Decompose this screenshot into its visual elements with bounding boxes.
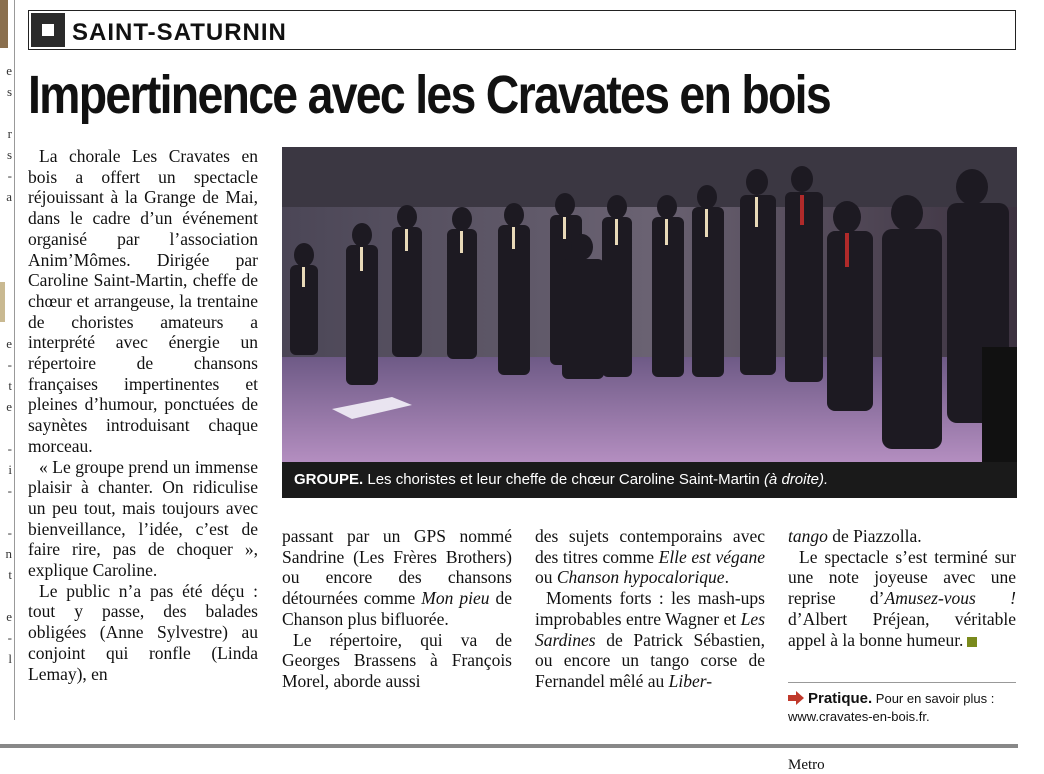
caption-italic: (à droite). bbox=[763, 471, 829, 488]
article-column-1 bbox=[28, 146, 258, 684]
text-run: de Piazzolla. bbox=[827, 526, 922, 546]
caption-lead: GROUPE. bbox=[294, 471, 364, 488]
text-run: de Patrick Sébastien, ou encore un tango corse de Fernandel mêlé au bbox=[535, 629, 765, 691]
previous-article-photo-edge bbox=[0, 0, 8, 48]
gutter-fragment bbox=[0, 207, 12, 228]
paragraph bbox=[788, 526, 1016, 547]
gutter-fragment bbox=[0, 417, 12, 438]
gutter-fragment: - bbox=[7, 357, 12, 372]
gutter-fragment bbox=[0, 312, 12, 333]
gutter-fragment: l bbox=[8, 651, 12, 666]
choir-photo-image bbox=[282, 147, 1017, 462]
song-title: Les Sardines bbox=[535, 608, 765, 650]
choir-photo bbox=[282, 147, 1017, 462]
song-title: tango bbox=[788, 526, 828, 546]
song-title: Liber- bbox=[668, 670, 713, 691]
song-title: Elle est végane bbox=[658, 546, 765, 567]
gutter-fragment: n bbox=[5, 546, 12, 561]
pratique-lead: Pratique. bbox=[808, 690, 873, 707]
gutter-fragment: e bbox=[6, 609, 12, 624]
gutter-fragment bbox=[0, 228, 12, 249]
article-column-3 bbox=[535, 526, 765, 692]
gutter-fragment: e bbox=[6, 336, 12, 351]
song-title: Chanson hypocalorique bbox=[556, 567, 725, 588]
paragraph bbox=[535, 526, 765, 588]
text-run: de Chanson plus bifluorée. bbox=[282, 588, 512, 629]
gutter-fragment: t bbox=[8, 567, 12, 582]
photo-caption bbox=[282, 462, 1017, 498]
gutter-fragment: s bbox=[6, 147, 12, 162]
gutter-fragment bbox=[0, 249, 12, 270]
gutter-fragment: - bbox=[7, 525, 12, 540]
page-bottom-rule bbox=[0, 744, 1018, 748]
text-run: d’Albert Préjean, véritable appel à la bonne humeur. bbox=[788, 608, 1016, 650]
next-article-fragment: Metro bbox=[788, 757, 825, 773]
end-of-article-icon bbox=[967, 637, 977, 647]
paragraph: La chorale Les Cravates en bois a offert un spectacle réjouissant à la Grange de Mai, dans le cadre d’un événement organisé par l’association Anim’Mômes. Dirigée par Caroline Saint-Martin, cheffe de chœur et arrangeuse, la trentaine de choristes amateurs a interprété avec énergie un répertoire de chansons françaises impertinentes et pleines d’humour, ponctuées de saynètes introduisant chaque morceau. bbox=[28, 146, 258, 456]
paragraph: Le répertoire, qui va de Georges Brassens à François Morel, aborde aussi bbox=[282, 629, 512, 691]
article-column-2 bbox=[282, 526, 512, 692]
text-run: des sujets contemporains avec des titres comme bbox=[535, 526, 765, 567]
gutter-fragment: r bbox=[7, 126, 12, 141]
gutter-fragment bbox=[0, 585, 12, 606]
text-run: Le spectacle s’est terminé sur une note joyeuse avec une reprise d’ bbox=[788, 546, 1016, 609]
pratique-divider bbox=[788, 682, 1016, 683]
paragraph: Le public n’a pas été déçu : tout y passe, des balades obligées (Anne Sylvestre) au conjoint qui ronfle (Linda Lemay), en bbox=[28, 580, 258, 684]
caption-text: Les choristes et leur cheffe de chœur Caroline Saint-Martin bbox=[363, 471, 764, 488]
previous-article-fragments bbox=[0, 60, 12, 669]
song-title: Amusez-vous ! bbox=[884, 588, 1016, 609]
text-run: passant par un GPS nommé Sandrine (Les Frères Brothers) ou encore des chansons détournées comme bbox=[282, 526, 512, 609]
gutter-fragment bbox=[0, 291, 12, 312]
gutter-fragment: e bbox=[6, 63, 12, 78]
text-run: Moments forts : les mash-ups improbables entre Wagner et bbox=[535, 588, 765, 629]
arrow-right-icon bbox=[788, 691, 804, 705]
song-title: Mon pieu bbox=[421, 588, 490, 609]
gutter-fragment: a bbox=[6, 189, 12, 204]
text-run: ou bbox=[535, 567, 557, 588]
article-column-4 bbox=[788, 526, 1016, 650]
gutter-fragment bbox=[0, 270, 12, 291]
gutter-fragment: - bbox=[7, 441, 12, 456]
paragraph: « Le groupe prend un immense plaisir à chanter. On ridiculise un peu tout, mais toujours avec bienveillance, l’idée, c’est de faire rire, pas de choquer », explique Caroline. bbox=[28, 456, 258, 581]
column-divider bbox=[14, 0, 15, 720]
pratique-text: Pour en savoir plus : www.cravates-en-bois.fr. bbox=[788, 691, 995, 724]
gutter-fragment bbox=[0, 501, 12, 522]
gutter-fragment: - bbox=[7, 168, 12, 183]
gutter-fragment: t bbox=[8, 378, 12, 393]
gutter-fragment: - bbox=[7, 630, 12, 645]
headline: Impertinence avec les Cravates en bois bbox=[28, 65, 830, 125]
gutter-fragment: - bbox=[7, 483, 12, 498]
gutter-fragment: i bbox=[8, 462, 12, 477]
gutter-fragment: e bbox=[6, 399, 12, 414]
pratique-box bbox=[788, 690, 1016, 726]
paragraph bbox=[282, 526, 512, 630]
gutter-fragment bbox=[0, 102, 12, 123]
text-run: . bbox=[724, 567, 729, 588]
section-label: SAINT-SATURNIN bbox=[72, 19, 287, 46]
paragraph bbox=[788, 547, 1016, 651]
gutter-fragment: s bbox=[6, 84, 12, 99]
section-marker-inner bbox=[42, 24, 54, 36]
paragraph bbox=[535, 588, 765, 692]
